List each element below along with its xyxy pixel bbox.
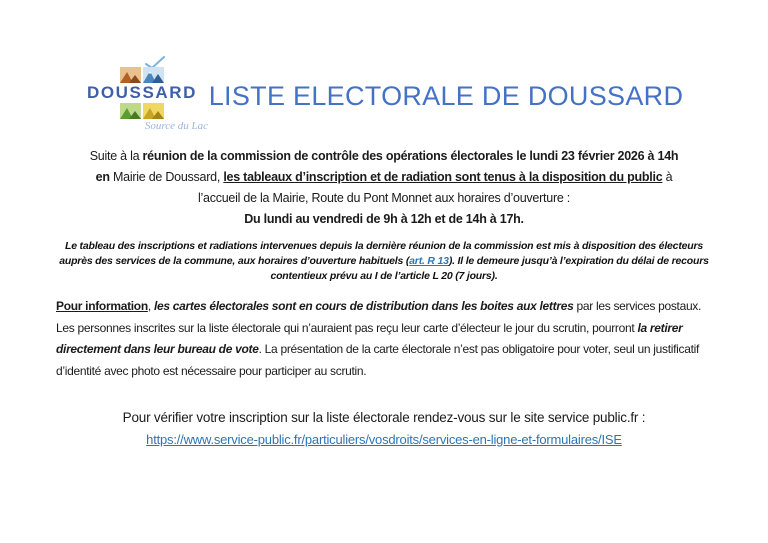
intro-text: Mairie de Doussard, xyxy=(109,170,224,184)
logo-tiles-bottom-row xyxy=(120,103,164,119)
logo-tagline: Source du Lac xyxy=(144,120,208,132)
intro-text-bold: Du lundi au vendredi de 9h à 12h et de 14h à 17h. xyxy=(244,212,524,226)
info-paragraph xyxy=(56,296,712,382)
intro-text: l’accueil de la Mairie, Route du Pont Monnet aux horaires d’ouverture : xyxy=(197,191,571,205)
intro-paragraph xyxy=(56,146,712,230)
legal-note xyxy=(56,239,712,284)
verify-link-row xyxy=(56,432,712,447)
intro-text-bold-underline: les tableaux d’inscription et de radiation sont tenus à la disposition du public xyxy=(223,170,663,184)
verify-instruction xyxy=(56,410,712,425)
intro-text-bold: en xyxy=(95,170,110,184)
notice-content xyxy=(56,146,712,447)
service-public-link[interactable]: https://www.service-public.fr/particuliers/vosdroits/services-en-ligne-et-formulaires/ISE xyxy=(146,432,622,447)
info-heading: Pour information xyxy=(56,299,148,313)
info-text: par les services postaux. Les personnes inscrites sur la liste électorale qui n’auraient pas reçu leur carte d’électeur le jour du scrutin, pourront xyxy=(56,299,702,335)
verify-text: Pour vérifier votre inscription sur la liste électorale rendez-vous sur le site service public.fr : xyxy=(122,410,646,425)
intro-line-2 xyxy=(56,167,712,188)
info-text-bold-italic: les cartes électorales sont en cours de distribution dans les boites aux lettres xyxy=(153,299,574,313)
doussard-logo xyxy=(80,56,208,132)
yellow-mountain-tile-icon xyxy=(143,103,164,119)
info-text: . La présentation de la carte électorale n’est pas obligatoire pour voter, seul un justificatif d’identité avec photo est nécessaire pour participer au scrutin. xyxy=(56,342,700,378)
intro-text: Suite à la xyxy=(89,149,143,163)
page-title: LISTE ELECTORALE DE DOUSSARD xyxy=(208,81,684,111)
intro-text: à xyxy=(662,170,673,184)
intro-line-4 xyxy=(56,209,712,230)
green-mountain-tile-icon xyxy=(120,103,141,119)
blue-mountain-tile-icon xyxy=(143,67,164,83)
intro-line-1 xyxy=(56,146,712,167)
info-text: , xyxy=(147,299,154,313)
orange-mountain-tile-icon xyxy=(120,67,141,83)
intro-text-bold: réunion de la commission de contrôle des opérations électorales le lundi 23 février 2026 à 14h xyxy=(142,149,679,163)
article-r13-link[interactable]: art. R 13 xyxy=(409,255,449,267)
logo-tiles-top-row xyxy=(120,67,164,83)
logo-wordmark: DOUSSARD xyxy=(86,83,198,102)
legal-note-text: ). Il le demeure jusqu’à l’expiration du délai de recours contentieux prévu au I de l’article L 20 (7 jours). xyxy=(270,255,709,282)
legal-note-text: Le tableau des inscriptions et radiations intervenues depuis la dernière réunion de la commission est mis à disposition des électeurs auprès des services de la commune, aux horaires d’ouverture habituels ( xyxy=(59,240,703,267)
info-text-bold-italic: la retirer directement dans leur bureau de vote xyxy=(56,320,683,356)
intro-line-3 xyxy=(56,188,712,209)
